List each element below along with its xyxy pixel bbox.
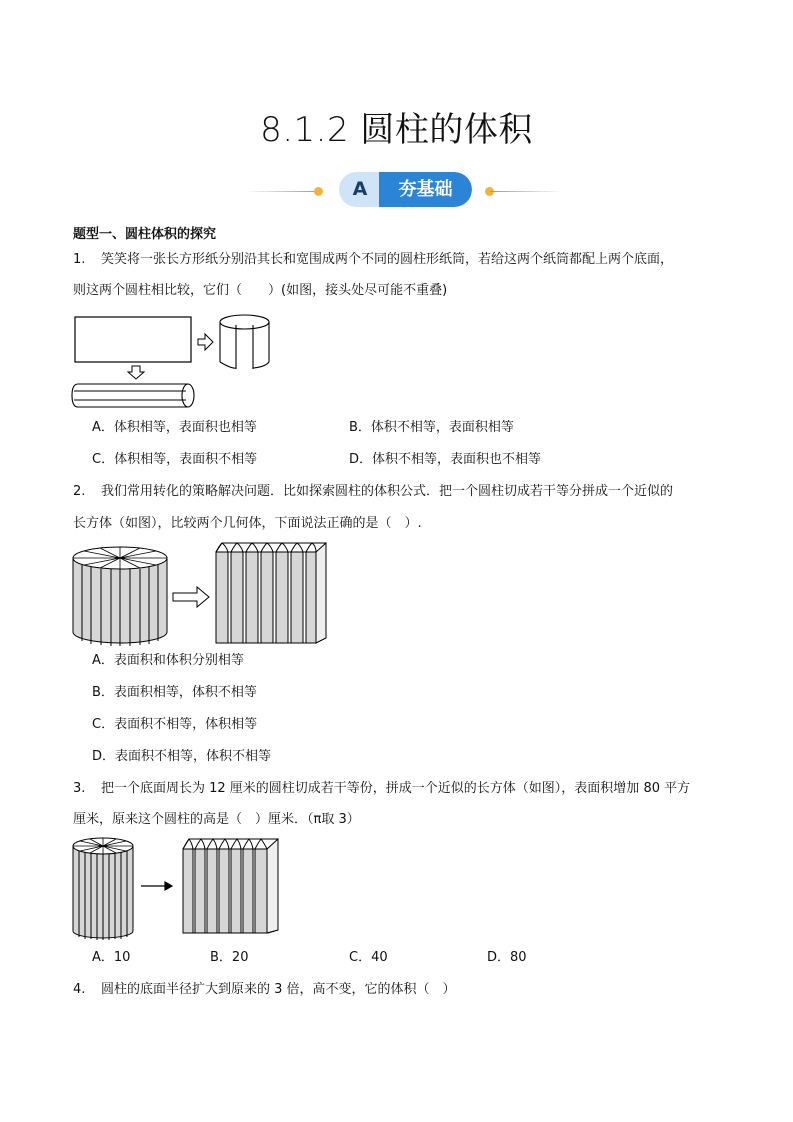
sliced-cylinder-icon (73, 838, 133, 940)
question-2-option-c: C．表面积不相等，体积相等 (92, 717, 258, 732)
question-3-option-b: B．20 (210, 950, 249, 965)
banner-line-right (490, 191, 564, 192)
question-1-line-1: 笑笑将一张长方形纸分别沿其长和宽围成两个不同的圆柱形纸筒，若给这两个纸筒都配上两个底面， (101, 252, 674, 267)
question-3-line-2: 厘米，原来这个圆柱的高是（ ）厘米．（π取 3） (73, 812, 360, 827)
arrow-right-icon (141, 882, 172, 890)
arrow-down-icon (128, 366, 144, 379)
question-1-number: 1. (73, 252, 86, 267)
section-banner (244, 170, 564, 210)
question-4-line-1: 圆柱的底面半径扩大到原来的 3 倍，高不变，它的体积（ ） (101, 982, 456, 997)
question-2-option-a: A．表面积和体积分别相等 (92, 653, 244, 668)
cuboid-icon (183, 839, 278, 933)
question-2-option-b: B．表面积相等，体积不相等 (92, 685, 257, 700)
question-2-number: 2. (73, 484, 86, 499)
section-heading: 题型一、圆柱体积的探究 (73, 227, 217, 242)
question-3-option-a: A．10 (92, 950, 131, 965)
banner-pill (339, 172, 472, 207)
question-3-figure (70, 834, 285, 942)
sliced-cylinder-icon (73, 547, 167, 646)
question-1-option-a: A．体积相等，表面积也相等 (92, 420, 257, 435)
question-2-line-2: 长方体（如图），比较两个几何体，下面说法正确的是（ ）. (73, 516, 422, 531)
question-3-option-d: D．80 (487, 950, 527, 965)
question-4-number: 4. (73, 982, 86, 997)
banner-letter: A (339, 172, 381, 207)
arrow-right-icon (173, 587, 209, 607)
question-2-figure (70, 538, 335, 646)
question-1-option-d: D．体积不相等，表面积也不相等 (349, 452, 542, 467)
banner-label: 夯基础 (379, 172, 472, 207)
question-1-option-c: C．体积相等，表面积不相等 (92, 452, 258, 467)
banner-dot-left (314, 187, 323, 196)
question-1-option-b: B．体积不相等，表面积相等 (349, 420, 514, 435)
arrow-right-icon (198, 334, 213, 350)
cuboid-icon (216, 543, 326, 643)
tall-cylinder-icon (220, 315, 269, 369)
question-2-option-d: D．表面积不相等，体积不相等 (92, 749, 272, 764)
question-3-line-1: 把一个底面周长为 12 厘米的圆柱切成若干等份，拼成一个近似的长方体（如图），表面积增加 80 平方 (101, 781, 691, 796)
paper-rectangle (75, 317, 191, 362)
question-3-option-c: C．40 (349, 950, 388, 965)
question-1-line-2: 则这两个圆柱相比较，它们（ ）(如图，接头处尽可能不重叠) (73, 283, 448, 298)
banner-line-left (244, 191, 318, 192)
question-1-figure (70, 308, 280, 412)
question-2-line-1: 我们常用转化的策略解决问题．比如探索圆柱的体积公式．把一个圆柱切成若干等分拼成一个近似的 (101, 484, 674, 499)
question-3-number: 3. (73, 781, 86, 796)
long-cylinder-icon (72, 384, 194, 407)
page-title: 8.1.2 圆柱的体积 (260, 110, 533, 150)
